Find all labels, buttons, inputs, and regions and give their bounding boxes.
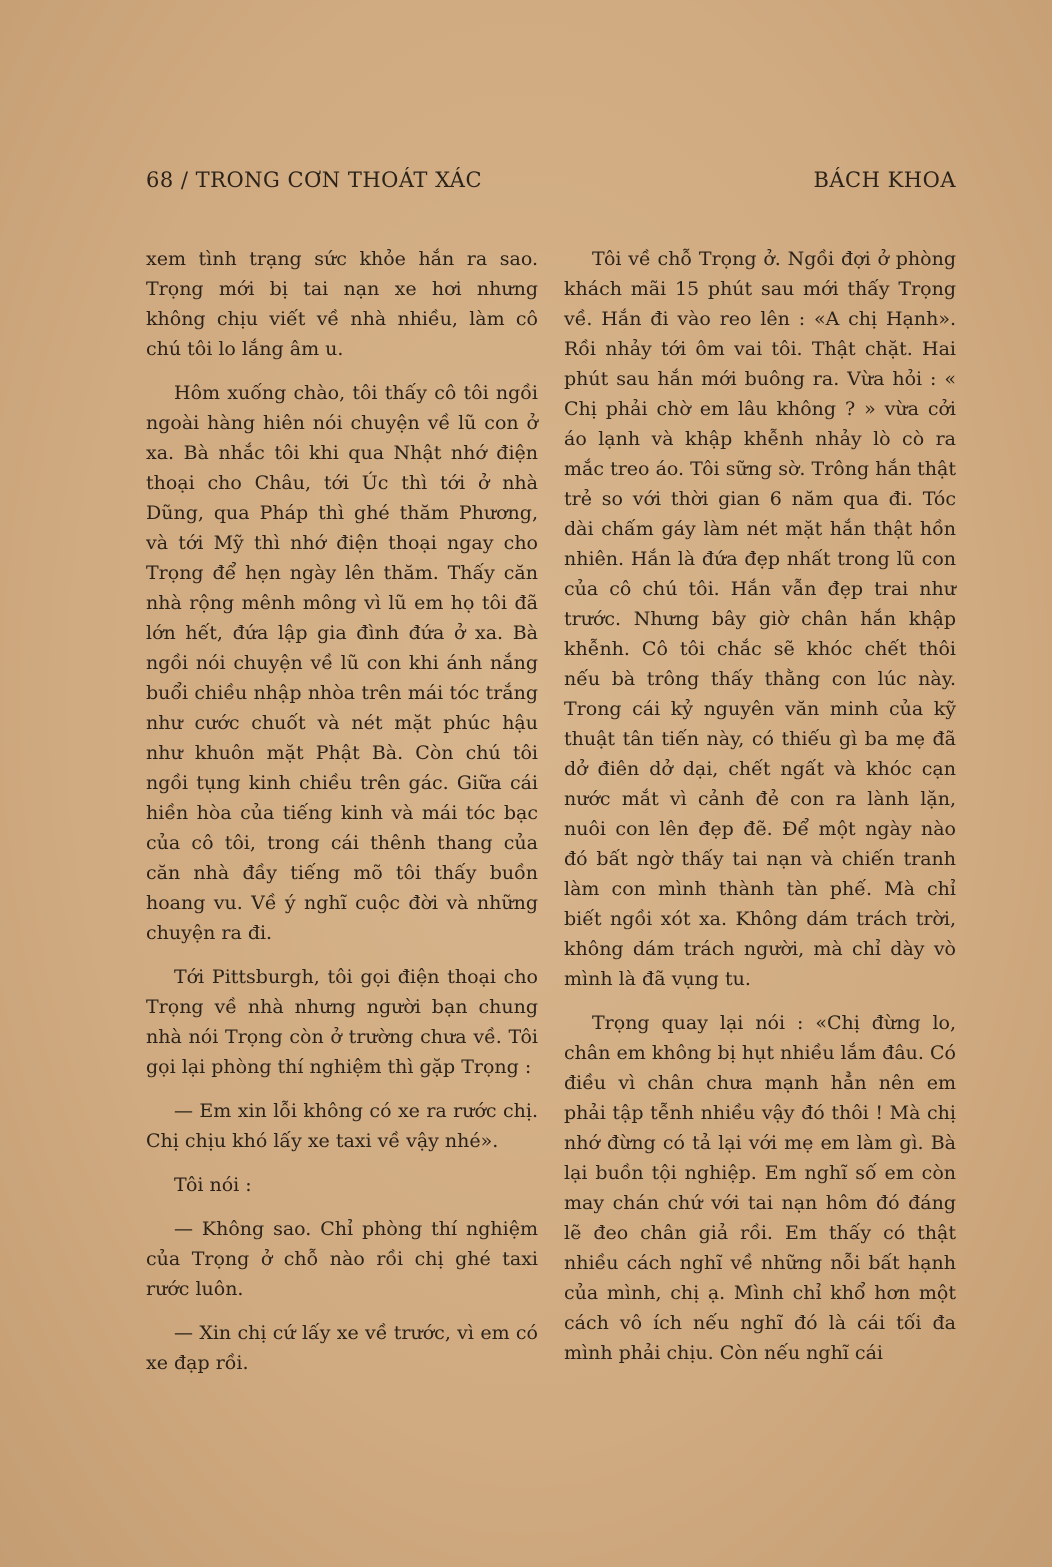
left-column — [146, 244, 538, 1392]
paragraph: Tôi về chỗ Trọng ở. Ngồi đợi ở phòng khách mãi 15 phút sau mới thấy Trọng về. Hắn đi vào reo lên : «A chị Hạnh». Rồi nhảy tới ôm vai tôi. Thật chặt. Hai phút sau hắn mới buông ra. Vừa hỏi : « Chị phải chờ em lâu không ? » vừa cởi áo lạnh và khập khễnh nhảy lò cò ra mắc treo áo. Tôi sững sờ. Trông hắn thật trẻ so với thời gian 6 năm qua đi. Tóc dài chấm gáy làm nét mặt hắn thật hồn nhiên. Hắn là đứa đẹp nhất trong lũ con của cô chú tôi. Hắn vẫn đẹp trai như trước. Nhưng bây giờ chân hắn khập khễnh. Cô tôi chắc sẽ khóc chết thôi nếu bà trông thấy thằng con lúc này. Trong cái kỷ nguyên văn minh của kỹ thuật tân tiến này, có thiếu gì ba mẹ đã dở điên dở dại, chết ngất và khóc cạn nước mắt vì cảnh đẻ con ra lành lặn, nuôi con lên đẹp đẽ. Để một ngày nào đó bất ngờ thấy tai nạn và chiến tranh làm con mình thành tàn phế. Mà chỉ biết ngồi xót xa. Không dám trách trời, không dám trách người, mà chỉ dày vò mình là đã vụng tu. — [564, 248, 956, 990]
paragraph: Trọng quay lại nói : «Chị đừng lo, chân em không bị hụt nhiều lắm đâu. Có điều vì chân chưa mạnh hẳn nên em phải tập tễnh nhiều vậy đó thôi ! Mà chị nhớ đừng có tả lại với mẹ em làm gì. Bà lại buồn tội nghiệp. Em nghĩ số em còn may chán chứ với tai nạn hôm đó đáng lẽ đeo chân giả rồi. Em thấy có thật nhiều cách nghĩ về những nỗi bất hạnh của mình, chị ạ. Mình chỉ khổ hơn một cách vô ích nếu nghĩ đó là cái tối đa mình phải chịu. Còn nếu nghĩ cái — [564, 1012, 956, 1364]
magazine-name: BÁCH KHOA — [813, 168, 956, 192]
paragraph: Hôm xuống chào, tôi thấy cô tôi ngồi ngoài hàng hiên nói chuyện về lũ con ở xa. Bà nhắc tôi khi qua Nhật nhớ điện thoại cho Châu, tới Úc thì tới ở nhà Dũng, qua Pháp thì ghé thăm Phương, và tới Mỹ thì nhớ điện thoại ngay cho Trọng để hẹn ngày lên thăm. Thấy căn nhà rộng mênh mông vì lũ em họ tôi đã lớn hết, đứa lập gia đình đứa ở xa. Bà ngồi nói chuyện về lũ con khi ánh nắng buổi chiều nhập nhòa trên mái tóc trắng như cước chuốt và nét mặt phúc hậu như khuôn mặt Phật Bà. Còn chú tôi ngồi tụng kinh chiều trên gác. Giữa cái hiền hòa của tiếng kinh và mái tóc bạc của cô tôi, trong cái thênh thang của căn nhà đầy tiếng mõ tôi thấy buồn hoang vu. Về ý nghĩ cuộc đời và những chuyện ra đi. — [146, 382, 538, 944]
running-title: 68 / TRONG CƠN THOÁT XÁC — [146, 168, 483, 192]
dialogue-line: — Xin chị cứ lấy xe về trước, vì em có xe đạp rồi. — [146, 1322, 538, 1374]
dialogue-line: — Không sao. Chỉ phòng thí nghiệm của Trọng ở chỗ nào rồi chị ghé taxi rước luôn. — [146, 1218, 538, 1300]
page-header — [146, 168, 956, 202]
paragraph: Tới Pittsburgh, tôi gọi điện thoại cho Trọng về nhà nhưng người bạn chung nhà nói Trọng còn ở trường chưa về. Tôi gọi lại phòng thí nghiệm thì gặp Trọng : — [146, 966, 538, 1078]
dialogue-line: — Em xin lỗi không có xe ra rước chị. Chị chịu khó lấy xe taxi về vậy nhé». — [146, 1100, 538, 1152]
right-column — [564, 244, 956, 1382]
paragraph: xem tình trạng sức khỏe hắn ra sao. Trọng mới bị tai nạn xe hơi nhưng không chịu viết về nhà nhiều, làm cô chú tôi lo lắng âm u. — [146, 248, 538, 360]
paragraph: Tôi nói : — [174, 1174, 252, 1196]
